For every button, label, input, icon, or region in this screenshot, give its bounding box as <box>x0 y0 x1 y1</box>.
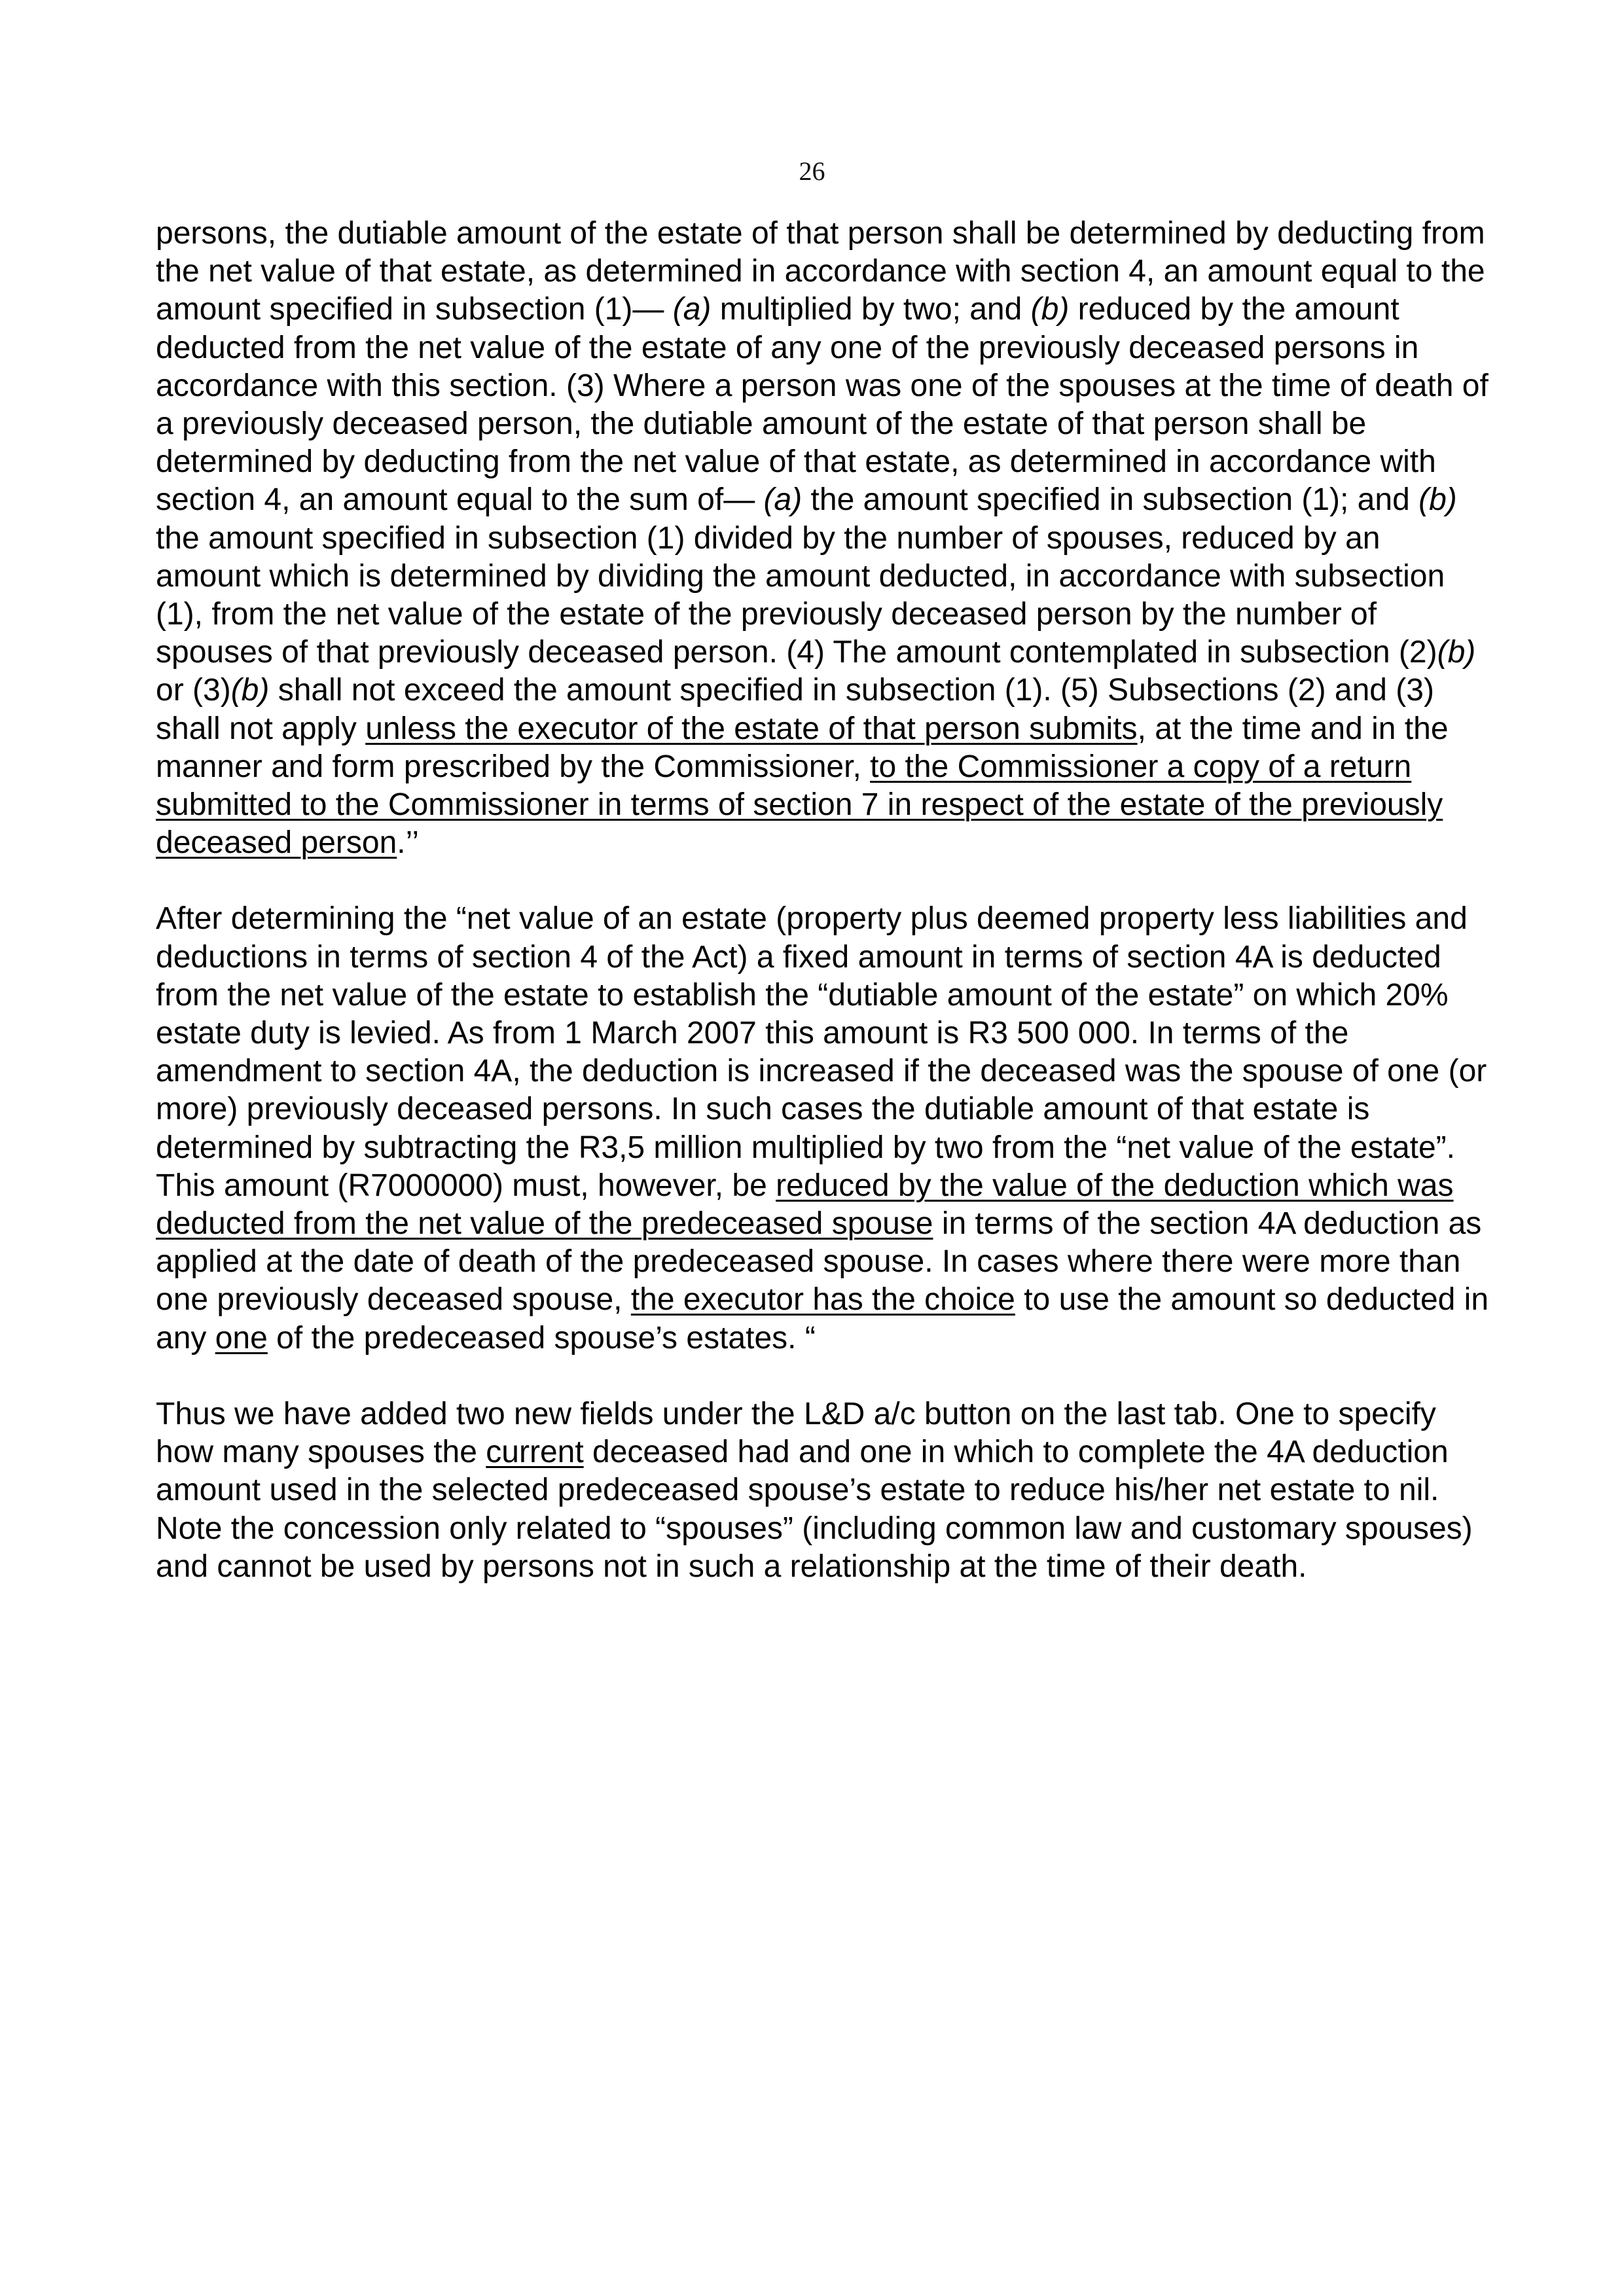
text-run: of the predeceased spouse’s estates. “ <box>267 1320 816 1355</box>
text-run: .’’ <box>397 825 420 861</box>
text-run: or (3) <box>156 673 231 708</box>
underlined-text: the executor has the choice <box>630 1282 1015 1318</box>
text-run: deceased had and one in which to complete the 4A deduction amount used in the selected predeceased spouse’s estate to reduce his/her net estate to nil. Note the concession only related to “spouses” (including common law and customary spouses) and cannot be used by persons not in such a relationship at the time of their death. <box>156 1435 1473 1584</box>
new-fields-paragraph <box>156 1395 1491 1586</box>
text-run: reduced by the amount deducted from the net value of the estate of any one of the previously deceased persons in accordance with this section. (3) Where a person was one of the spouses at the time of death of a previously deceased person, the dutiable amount of the estate of that person shall be determined by deducting from the net value of that estate, as determined in accordance with section 4, an amount equal to the sum of— <box>156 292 1489 518</box>
text-run: persons, the dutiable amount of the estate of that person shall be determined by deducting from the net value of that estate, as determined in accordance with section 4, an amount equal to the amount specified in subsection (1)— <box>156 216 1485 327</box>
text-run: Thus we have added two new fields under the L&D a/c button on the last tab. One to specify how many spouses the <box>156 1396 1436 1470</box>
underlined-text: to the Commissioner a copy of a return submitted to the Commissioner in terms of section 7 in respect of the estate of the previously deceased person <box>156 749 1443 861</box>
italic-text: (b) <box>1418 482 1457 518</box>
underlined-text: one <box>215 1320 268 1355</box>
italic-text: (a) <box>763 482 803 518</box>
italic-text: (b) <box>1030 292 1070 327</box>
text-run: After determining the “net value of an estate (property plus deemed property less liabilities and deductions in terms of section 4 of the Act) a fixed amount in terms of section 4A is deducted from the net value of the estate to establish the “dutiable amount of the estate” on which 20% estate duty is levied. As from 1 March 2007 this amount is R3 500 000. In terms of the amendment to section 4A, the deduction is increased if the deceased was the spouse of one (or more) previously deceased persons. In such cases the dutiable amount of that estate is determined by subtracting the R3,5 million multiplied by two from the “net value of the estate”. This amount (R7000000) must, however, be <box>156 901 1487 1203</box>
italic-text: (b) <box>230 673 270 708</box>
underlined-text: unless the executor of the estate of that person submits <box>365 711 1138 746</box>
text-run: multiplied by two; and <box>711 292 1031 327</box>
page-number: 26 <box>799 156 825 186</box>
italic-text: (a) <box>672 292 712 327</box>
text-run: to use the amount so deducted in any <box>156 1282 1489 1355</box>
italic-text: (b) <box>1437 635 1476 670</box>
quoted-section-4a-text <box>156 215 1491 862</box>
document-body <box>156 215 1491 1586</box>
explanation-paragraph <box>156 900 1491 1357</box>
underlined-text: reduced by the value of the deduction which was deducted from the net value of the predeceased spouse <box>156 1168 1454 1242</box>
text-run: shall not exceed the amount specified in subsection (1). (5) Subsections (2) and (3) shall not apply <box>156 673 1434 746</box>
text-run: in terms of the section 4A deduction as applied at the date of death of the predeceased spouse. In cases where there were more than one previously deceased spouse, <box>156 1206 1482 1318</box>
text-run: the amount specified in subsection (1) divided by the number of spouses, reduced by an amount which is determined by dividing the amount deducted, in accordance with subsection (1), from the net value of the estate of the previously deceased person by the number of spouses of that previously deceased person. (4) The amount contemplated in subsection (2) <box>156 520 1445 670</box>
underlined-text: current <box>486 1435 584 1470</box>
text-run: , at the time and in the manner and form prescribed by the Commissioner, <box>156 711 1449 784</box>
text-run: the amount specified in subsection (1); and <box>802 482 1419 518</box>
